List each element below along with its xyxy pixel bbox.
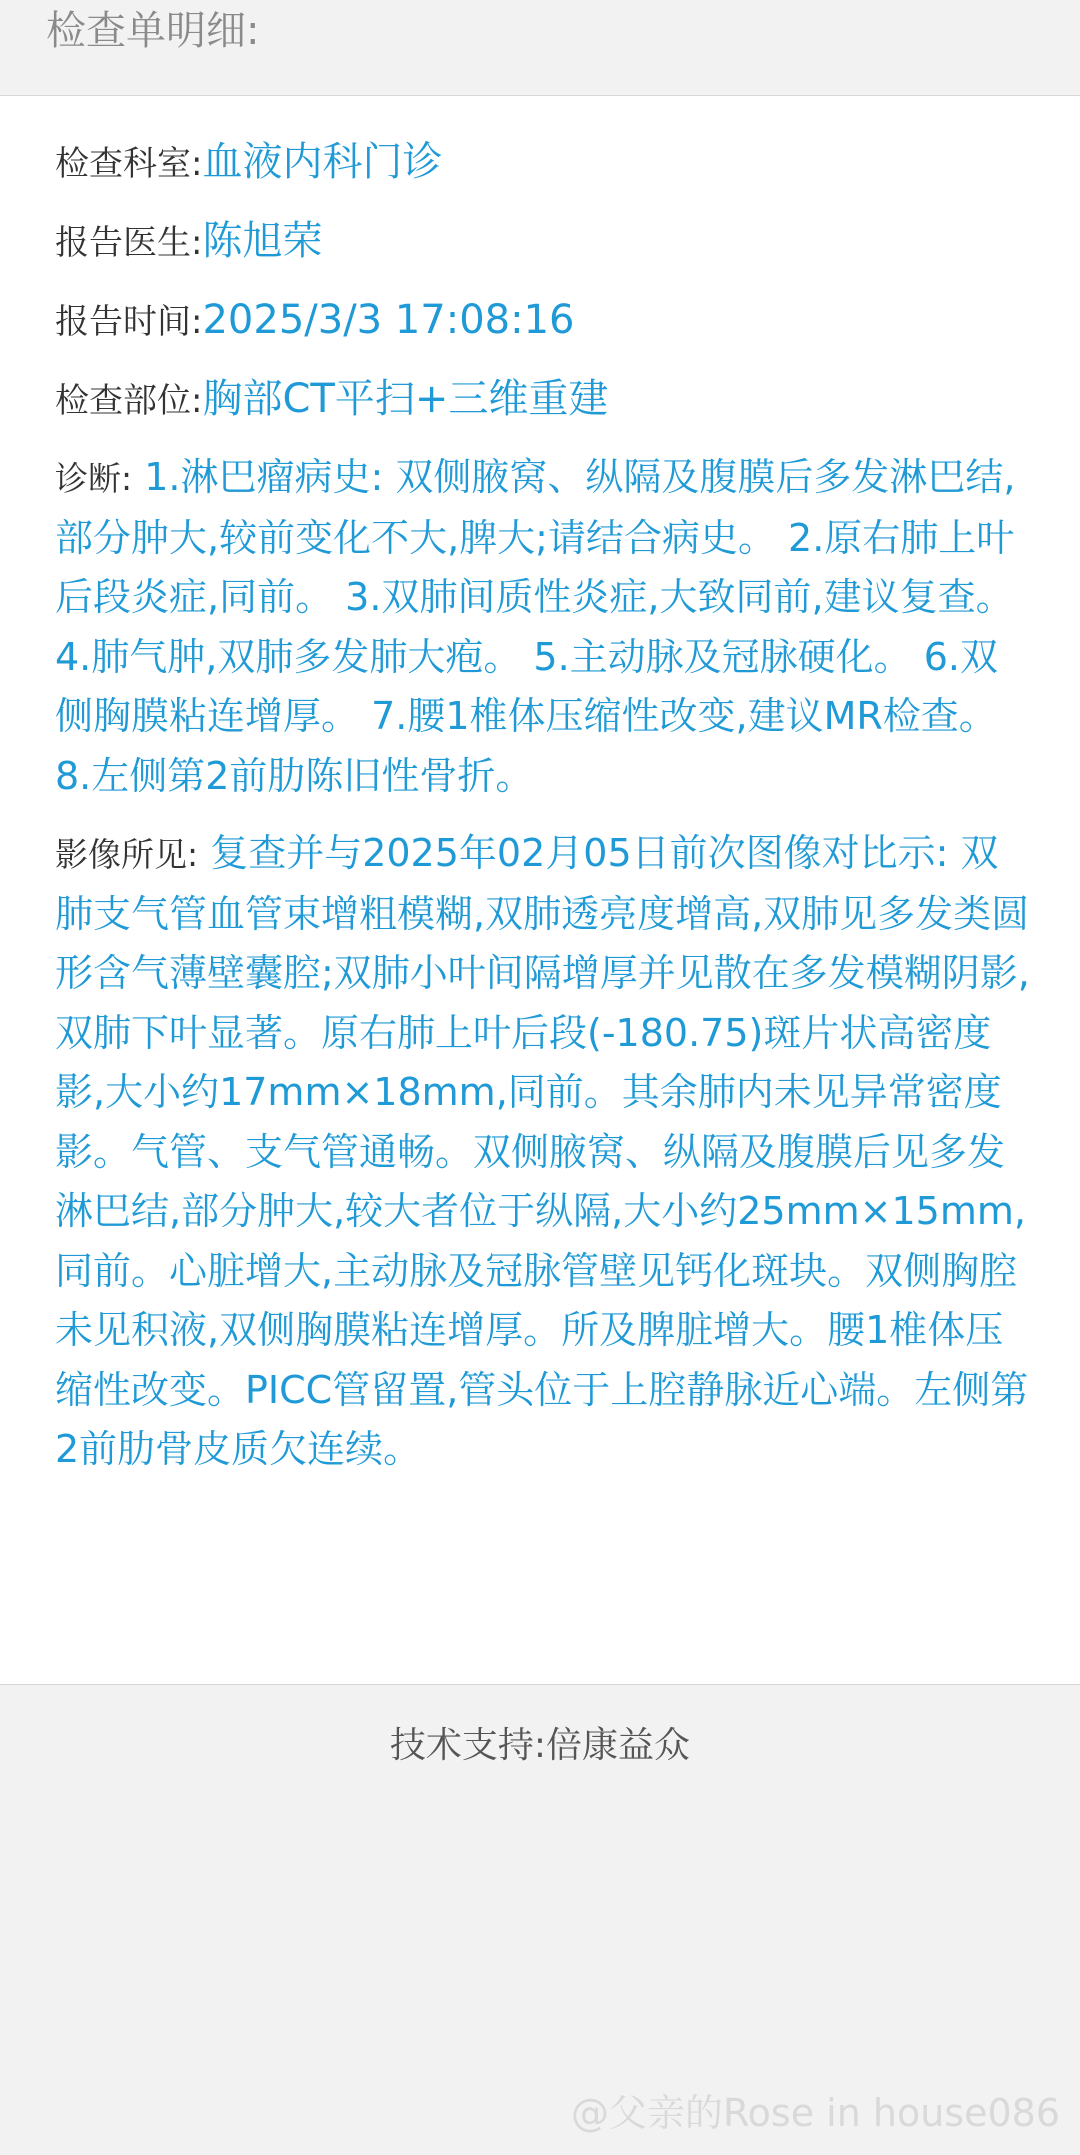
diagnosis-section [55, 448, 1032, 806]
report-time-value: 2025/3/3 17:08:16 [202, 297, 575, 343]
report-time-label: 报告时间: [55, 302, 203, 342]
exam-site-row [55, 369, 1032, 431]
doctor-row [55, 211, 1032, 273]
findings-label: 影像所见: [55, 835, 199, 874]
exam-site-label: 检查部位: [55, 381, 203, 421]
exam-site-value: 胸部CT平扫+三维重建 [202, 376, 609, 422]
tech-support-text: 技术支持:倍康益众 [389, 1725, 691, 1766]
findings-section [55, 824, 1032, 1480]
doctor-value: 陈旭荣 [202, 218, 323, 264]
report-time-row [55, 290, 1032, 352]
department-row [55, 132, 1032, 194]
watermark-text: @父亲的Rose in house086 [570, 2091, 1060, 2135]
diagnosis-label: 诊断: [55, 459, 133, 498]
department-label: 检查科室: [55, 144, 203, 184]
page-title: 检查单明细: [46, 8, 260, 54]
page-header [0, 0, 1080, 96]
diagnosis-text: 1.淋巴瘤病史: 双侧腋窝、纵隔及腹膜后多发淋巴结,部分肿大,较前变化不大,脾大;请结合病史。 2.原右肺上叶后段炎症,同前。 3.双肺间质性炎症,大致同前,建议复查。 4.肺气肿,双肺多发肺大疱。 5.主动脉及冠脉硬化。 6.双侧胸膜粘连增厚。 7.腰1椎体压缩性改变,建议MR检查。 8.左侧第2前肋陈旧性骨折。 [55, 455, 1016, 798]
findings-text: 复查并与2025年02月05日前次图像对比示: 双肺支气管血管束增粗模糊,双肺透亮度增高,双肺见多发类圆形含气薄壁囊腔;双肺小叶间隔增厚并见散在多发模糊阴影,双肺下叶显著。原右肺上叶后段(-180.75)斑片状高密度影,大小约17mm×18mm,同前。其余肺内未见异常密度影。气管、支气管通畅。双侧腋窝、纵隔及腹膜后见多发淋巴结,部分肿大,较大者位于纵隔,大小约25mm×15mm,同前。心脏增大,主动脉及冠脉管壁见钙化斑块。双侧胸腔未见积液,双侧胸膜粘连增厚。所及脾脏增大。腰1椎体压缩性改变。PICC管留置,管头位于上腔静脉近心端。左侧第2前肋骨皮质欠连续。 [55, 831, 1030, 1471]
page-footer [0, 1685, 1080, 1768]
report-detail-card [0, 96, 1080, 1685]
doctor-label: 报告医生: [55, 223, 203, 263]
department-value: 血液内科门诊 [202, 139, 443, 185]
